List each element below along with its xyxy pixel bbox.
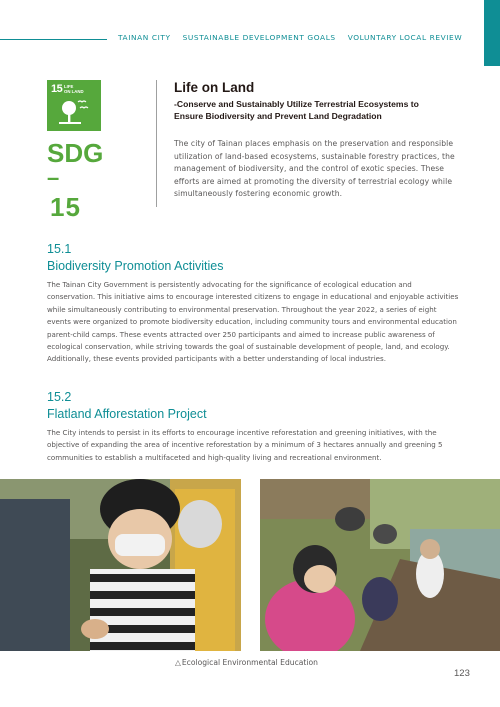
goal-intro-paragraph: The city of Tainan places emphasis on the preservation and responsible utilization of land-based ecosystems, sustainable forestry practices, the management of biodiversity, and the control of exotic species. These efforts are aimed at promoting the diversity of terrestrial ecology while simultaneously fostering economic growth. [174,139,455,199]
header-item-sdg: SUSTAINABLE DEVELOPMENT GOALS [182,33,336,42]
header-rule [0,39,107,40]
sdg-heading-number: 15 [50,192,81,222]
sdg-heading-dash: – [47,165,60,190]
photo-planting-activity [260,479,500,651]
header-item-city: TAINAN CITY [118,33,171,42]
sdg-tile-label-line2: ON LAND [64,89,84,94]
sdg-tile-label-line1: LIFE [64,84,74,89]
section-number-15-2: 15.2 [47,390,72,404]
goal-subtitle: -Conserve and Sustainably Utilize Terrestrial Ecosystems to Ensure Biodiversity and Prevent Land Degradation [174,99,419,121]
sdg-tile-label [64,84,84,94]
page-number: 123 [454,668,470,679]
tree-and-birds-icon [57,98,91,128]
chapter-side-tab [484,0,500,66]
photo-children-nature-activity [0,479,241,651]
sdg-tile-number: 15 [51,83,63,95]
section-body-15-2: The City intends to persist in its efforts to encourage incentive reforestation and greening initiatives, with the objective of expanding the area of incentive reforestation by a minimum of 3 hectares annually and greening 5 communities to establish a multifaceted and high-quality living and recreational environment. [47,428,443,462]
sdg-heading-prefix: SDG [47,138,104,168]
section-title-15-1: Biodiversity Promotion Activities [47,259,224,273]
section-title-15-2: Flatland Afforestation Project [47,407,207,421]
vertical-divider [156,80,157,207]
triangle-icon: △ [175,658,181,667]
header-item-vlr: VOLUNTARY LOCAL REVIEW [347,33,463,42]
section-body-15-1: The Tainan City Government is persistently advocating for the significance of ecological education and conservation. This initiative aims to encourage interested citizens to engage in educational and enjoyable activities while simultaneously contributing to environmental preservation. Throughout the year 2022, a series of eight events were organized to promote biodiversity education, including community tours and environmental education parent-child camps. These events attracted over 250 participants and aimed to increase public awareness of ecological conservation, while striving towards the goal of sustainable development of people, land, and ecology. Additionally, these events provided participants with a better understanding of local industries. [47,280,459,364]
running-header [118,33,462,42]
photo-caption [175,658,318,667]
sdg-15-tile [47,80,101,131]
photo-caption-text: Ecological Environmental Education [181,658,318,667]
section-number-15-1: 15.1 [47,242,72,256]
goal-title: Life on Land [174,80,255,95]
